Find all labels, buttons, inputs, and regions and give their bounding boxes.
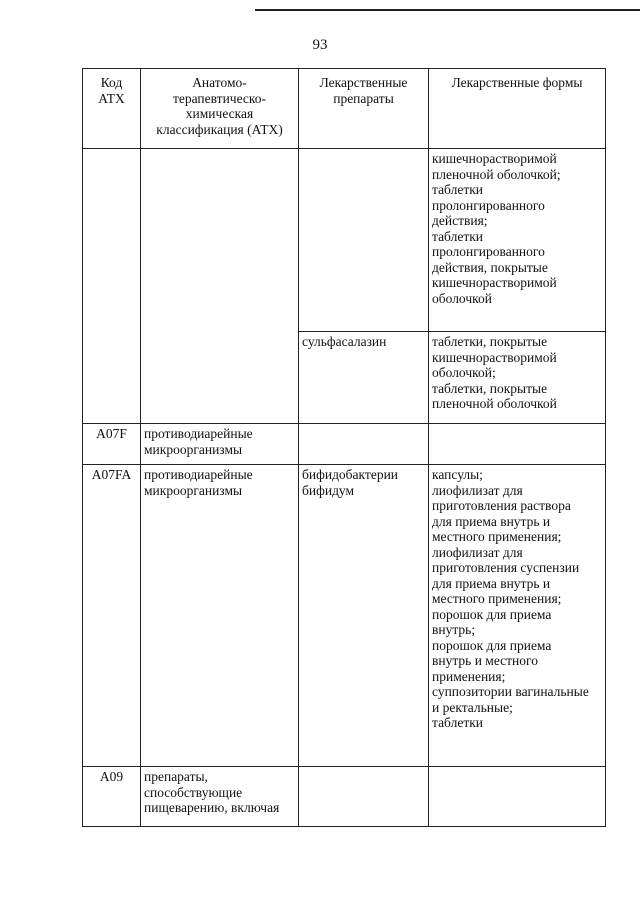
forms-cell [429,767,606,827]
page-number: 93 [312,37,328,53]
atx-code-cell: A07F [83,424,141,465]
classification-cell [141,149,299,424]
forms-cell: таблетки, покрытые кишечнорастворимой оболочкой; таблетки, покрытые пленочной оболочкой [429,332,606,424]
table-row [83,465,606,767]
drug-cell: бифидобактерии бифидум [299,465,429,767]
header-forms: Лекарственные формы [429,69,606,149]
header-classification: Анатомо- терапевтическо- химическая классификация (АТХ) [141,69,299,149]
table-row [83,424,606,465]
drug-cell [299,767,429,827]
drug-cell [299,149,429,332]
header-rule [255,9,640,11]
classification-cell: препараты, способствующие пищеварению, включая [141,767,299,827]
forms-cell: капсулы; лиофилизат для приготовления раствора для приема внутрь и местного применения; лиофилизат для приготовления суспензии для приема внутрь и местного применения; порошок для приема внутрь; порошок для приема внутрь и местного применения; суппозитории вагинальные и ректальные; таблетки [429,465,606,767]
atx-code-cell [83,149,141,424]
table-row [83,149,606,332]
header-code: Код АТХ [83,69,141,149]
drug-cell: сульфасалазин [299,332,429,424]
header-drugs: Лекарственные препараты [299,69,429,149]
forms-cell: кишечнорастворимой пленочной оболочкой; таблетки пролонгированного действия; таблетки пролонгированного действия, покрытые кишечнорастворимой оболочкой [429,149,606,332]
classification-cell: противодиарейные микроорганизмы [141,424,299,465]
atx-table [82,68,606,827]
table-header-row [83,69,606,149]
table-row [83,767,606,827]
atx-code-cell: A09 [83,767,141,827]
classification-cell: противодиарейные микроорганизмы [141,465,299,767]
atx-code-cell: A07FA [83,465,141,767]
forms-cell [429,424,606,465]
drug-cell [299,424,429,465]
